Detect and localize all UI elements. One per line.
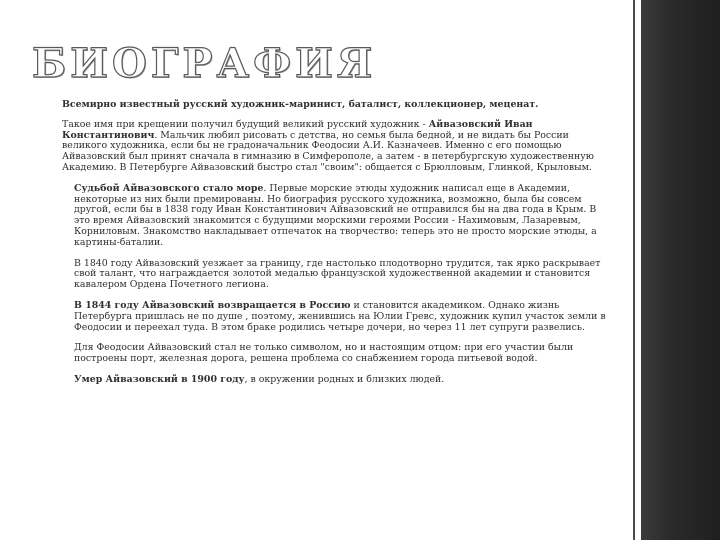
paragraph-heading: Судьбой Айвазовского стало море (74, 182, 264, 194)
slide-body (62, 100, 607, 396)
paragraph-text: Такое имя при крещении получил будущий великий русский художник - (62, 118, 429, 130)
paragraph-heading: Умер Айвазовский в 1900 году (74, 373, 245, 385)
paragraph-text: и становится академиком. Однако жизнь Петербурга пришлась не по душе , поэтому, женившись на Юлии Гревс, художник купил участок земли в Феодосии и переехал туда. В этом браке родились четыре дочери, но через 11 лет супруги развелись. (74, 299, 606, 333)
paragraph-sea (62, 184, 607, 249)
paragraph-childhood (62, 120, 607, 174)
slide-title: БИОГРАФИЯ (32, 40, 377, 87)
paragraph-death (62, 375, 607, 386)
side-divider-line (633, 0, 635, 540)
paragraph-feodosia: Для Феодосии Айвазовский стал не только символом, но и настоящим отцом: при его участии были построены порт, железная дорога, решена проблема со снабжением города питьевой водой. (74, 342, 574, 365)
intro-paragraph: Всемирно известный русский художник-маринист, баталист, коллекционер, меценат. (62, 99, 539, 110)
paragraph-heading: В 1844 году Айвазовский возвращается в Россию (74, 299, 351, 311)
paragraph-text: , в окружении родных и близких людей. (244, 373, 445, 385)
paragraph-return (62, 301, 607, 333)
paragraph-abroad: В 1840 году Айвазовский уезжает за границу, где настолько плодотворно трудится, так ярко раскрывает свой талант, что награждается золотой медалью французской художественной академии и становится кавалером Ордена Почетного легиона. (74, 257, 601, 291)
side-decor-band (641, 0, 720, 540)
artist-name: Айвазовский Иван Константинович (62, 118, 533, 141)
paragraph-text: . Мальчик любил рисовать с детства, но семья была бедной, и не видать бы России великого художника, если бы не градоначальник Феодосии А.И. Казначеев. Именно с его помощью Айвазовский был принят сначала в гимназию в Симферополе, а затем - в петербургскую художественную Академию. В Петербурге Айвазовский быстро стал "своим": общается с Брюлловым, Глинкой, Крыловым. (62, 129, 594, 173)
paragraph-text: . Первые морские этюды художник написал еще в Академии, некоторые из них были премированы. Но биография русского художника, возможно, была бы совсем другой, если бы в 1838 году Иван Константинович Айвазовский не отправился бы на два года в Крым. В это время Айвазовский знакомится с будущими морскими героями России - Нахимовым, Лазаревым, Корниловым. Знакомство накладывает отпечаток на творчество: теперь это не просто морские этюды, а картины-баталии. (74, 182, 597, 248)
